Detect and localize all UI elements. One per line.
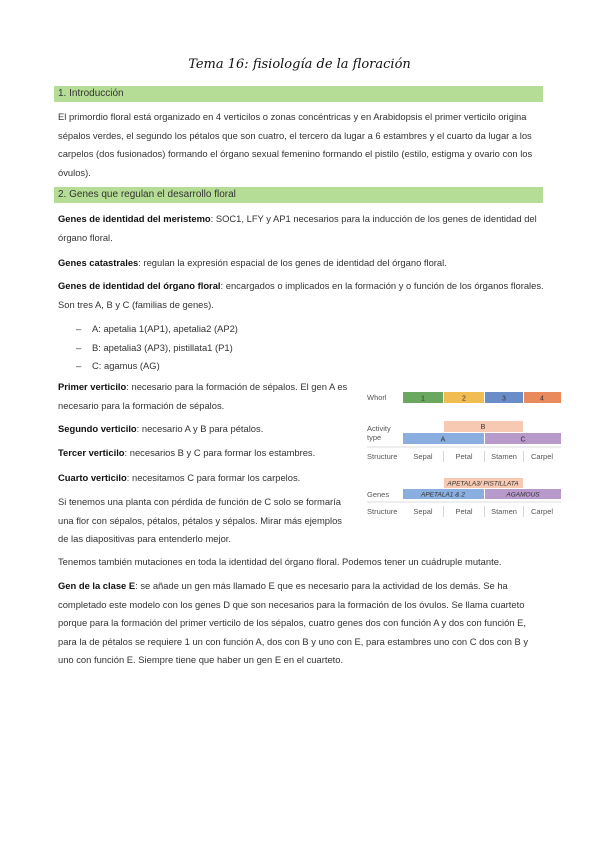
structure-stamen: Stamen bbox=[491, 507, 517, 516]
structure-petal: Petal bbox=[455, 452, 473, 461]
activity-label: Activity bbox=[367, 424, 391, 433]
list-item: – C: agamus (AG) bbox=[76, 357, 238, 376]
structure-carpel: Carpel bbox=[530, 452, 554, 461]
activity-c-label: C bbox=[520, 436, 526, 444]
class-e-paragraph bbox=[58, 577, 544, 670]
meristem-term: Genes de identidad del meristemo bbox=[58, 213, 211, 224]
type-label: type bbox=[367, 433, 382, 442]
class-e-text: : se añade un gen más llamado E que es necesario para la actividad de los demás. Se ha completado este modelo con los genes D que son necesarios para la formación de los óvulos. Se llama cuarteto porque para la formación del primer verticilo de los sépalos, cuatro genes dos con función A y dos con función E, para la de pétalos se requiere 1 un con función A, dos con B y uno con E, para estambres uno con C dos con B y uno con función E. Siempre tiene que haber un gen E en el cuarteto. bbox=[58, 580, 529, 665]
list-item: – A: apetalia 1(AP1), apetalia2 (AP2) bbox=[76, 320, 238, 339]
cadastral-term: Genes catastrales bbox=[58, 257, 139, 268]
structure-sepal: Sepal bbox=[413, 507, 433, 516]
second-whorl-text: : necesario A y B para pétalos. bbox=[136, 423, 264, 434]
fourth-whorl-text: : necesitamos C para formar los carpelos. bbox=[126, 472, 301, 483]
structure-sepal: Sepal bbox=[413, 452, 433, 461]
cadastral-paragraph bbox=[58, 254, 544, 273]
second-whorl-paragraph bbox=[58, 420, 353, 439]
section-heading-genes: 2. Genes que regulan el desarrollo floral bbox=[54, 187, 543, 203]
structure-label: Structure bbox=[367, 507, 398, 516]
page-title: Tema 16: fisiología de la floración bbox=[188, 57, 411, 72]
whorl-2-number: 2 bbox=[462, 395, 466, 403]
meristem-text: : SOC1, LFY y AP1 necesarios para la inducción de los genes de identidad del órgano floral. bbox=[58, 213, 537, 243]
structure-stamen: Stamen bbox=[491, 452, 517, 461]
gene-a-label: APETALA1 & 2 bbox=[421, 491, 465, 499]
intro-paragraph: El primordio floral está organizado en 4 verticilos o zonas concéntricas y en Arabidopsis el primer verticilo origina sépalos verdes, el segundo los pétalos que son cuatro, el tercero da lugar a 6 estambres y el cuarto da lugar a los carpelos (dos fusionados) formando el órgano sexual femenino formando el pistilo (estilo, estigma y ovario con los óvulos). bbox=[58, 111, 533, 178]
gene-list bbox=[76, 320, 238, 376]
first-whorl-term: Primer verticilo bbox=[58, 381, 127, 392]
whorl-4-number: 4 bbox=[540, 395, 544, 403]
loss-of-c-paragraph: Si tenemos una planta con pérdida de función de C solo se formaría una flor con sépalos, pétalos, pétalos y sépalos. Mirar más ejemplos de las diapositivas para entenderlo mejor. bbox=[58, 496, 342, 544]
activity-b-label: B bbox=[480, 424, 486, 431]
first-whorl-paragraph bbox=[58, 378, 353, 415]
third-whorl-term: Tercer verticilo bbox=[58, 447, 125, 458]
cadastral-text: : regulan la expresión espacial de los genes de identidad del órgano floral. bbox=[138, 257, 447, 268]
fourth-whorl-term: Cuarto verticilo bbox=[58, 472, 127, 483]
class-e-term: Gen de la clase E bbox=[58, 580, 136, 591]
fourth-whorl-paragraph bbox=[58, 469, 353, 488]
meristem-paragraph bbox=[58, 210, 544, 247]
whorl-label: Whorl bbox=[367, 393, 387, 402]
whorl-1-number: 1 bbox=[421, 395, 425, 403]
structure-carpel: Carpel bbox=[530, 507, 554, 516]
gene-b-label: APETALA3/ PISTILLATA bbox=[447, 480, 519, 488]
structure-petal: Petal bbox=[455, 507, 473, 516]
abc-model-figure bbox=[365, 388, 563, 524]
list-item: – B: apetalia3 (AP3), pistillata1 (P1) bbox=[76, 339, 238, 358]
section-heading-intro: 1. Introducción bbox=[54, 86, 543, 102]
third-whorl-paragraph bbox=[58, 444, 353, 463]
organ-paragraph bbox=[58, 277, 544, 314]
second-whorl-term: Segundo verticilo bbox=[58, 423, 137, 434]
organ-text: : encargados o implicados en la formación y o función de los órganos florales. Son tres A, B y C (familias de genes). bbox=[58, 280, 544, 310]
mutants-paragraph: Tenemos también mutaciones en toda la identidad del órgano floral. Podemos tener un cuádruple mutante. bbox=[58, 556, 502, 567]
third-whorl-text: : necesarios B y C para formar los estambres. bbox=[124, 447, 316, 458]
whorl-3-number: 3 bbox=[502, 395, 506, 403]
activity-a-label: A bbox=[440, 436, 446, 444]
genes-label: Genes bbox=[367, 490, 390, 499]
organ-term: Genes de identidad del órgano floral bbox=[58, 280, 221, 291]
gene-c-label: AGAMOUS bbox=[506, 491, 540, 499]
first-whorl-text: : necesario para la formación de sépalos. El gen A es necesario para la formación de sépalos. bbox=[58, 381, 348, 411]
structure-label: Structure bbox=[367, 452, 398, 461]
